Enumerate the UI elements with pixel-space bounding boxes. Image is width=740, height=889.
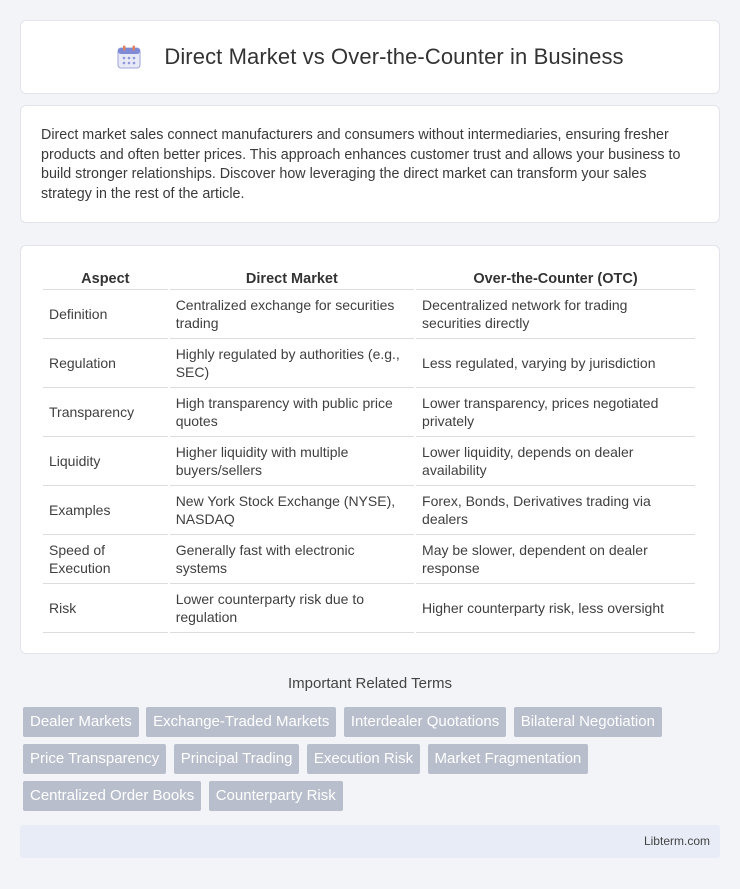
column-header-direct-market: Direct Market	[170, 266, 414, 290]
row-otc: Less regulated, varying by jurisdiction	[416, 339, 695, 388]
footer	[20, 825, 720, 858]
row-otc: Lower liquidity, depends on dealer availability	[416, 437, 695, 486]
tag-dealer-markets[interactable]: Dealer Markets	[23, 707, 139, 737]
row-aspect: Liquidity	[43, 437, 168, 486]
tag-interdealer-quotations[interactable]: Interdealer Quotations	[344, 707, 506, 737]
table-row	[43, 535, 695, 584]
row-otc: Forex, Bonds, Derivatives trading via dealers	[416, 486, 695, 535]
row-aspect: Transparency	[43, 388, 168, 437]
tag-exchange-traded-markets[interactable]: Exchange-Traded Markets	[146, 707, 336, 737]
row-direct-market: Generally fast with electronic systems	[170, 535, 414, 584]
table-row	[43, 486, 695, 535]
row-direct-market: New York Stock Exchange (NYSE), NASDAQ	[170, 486, 414, 535]
row-aspect: Definition	[43, 290, 168, 339]
row-direct-market: Higher liquidity with multiple buyers/sellers	[170, 437, 414, 486]
footer-site-link[interactable]: Libterm.com	[643, 834, 710, 848]
row-direct-market: High transparency with public price quotes	[170, 388, 414, 437]
table-header-row	[43, 266, 695, 290]
table-row	[43, 290, 695, 339]
row-aspect: Speed of Execution	[43, 535, 168, 584]
comparison-card	[20, 245, 720, 654]
table-row	[43, 584, 695, 633]
row-direct-market: Highly regulated by authorities (e.g., SEC)	[170, 339, 414, 388]
tag-market-fragmentation[interactable]: Market Fragmentation	[428, 744, 589, 774]
intro-text: Direct market sales connect manufacturers and consumers without intermediaries, ensuring fresher products and often better prices. This approach enhances customer trust and allows your business to build stronger relationships. Discover how leveraging the direct market can transform your sales strategy in the rest of the article.	[41, 127, 681, 202]
tag-centralized-order-books[interactable]: Centralized Order Books	[23, 781, 201, 811]
comparison-table	[41, 266, 697, 633]
intro-card	[20, 105, 720, 223]
tag-price-transparency[interactable]: Price Transparency	[23, 744, 166, 774]
row-aspect: Regulation	[43, 339, 168, 388]
title-wrap	[116, 44, 623, 70]
tag-counterparty-risk[interactable]: Counterparty Risk	[209, 781, 343, 811]
column-header-aspect: Aspect	[43, 266, 168, 290]
row-direct-market: Centralized exchange for securities trading	[170, 290, 414, 339]
column-header-otc: Over-the-Counter (OTC)	[416, 266, 695, 290]
table-row	[43, 437, 695, 486]
tag-execution-risk[interactable]: Execution Risk	[307, 744, 420, 774]
row-aspect: Risk	[43, 584, 168, 633]
row-aspect: Examples	[43, 486, 168, 535]
calendar-icon	[116, 44, 142, 70]
related-terms-title: Important Related Terms	[288, 675, 452, 692]
table-row	[43, 339, 695, 388]
header-card	[20, 20, 720, 94]
tag-bilateral-negotiation[interactable]: Bilateral Negotiation	[514, 707, 662, 737]
tag-principal-trading[interactable]: Principal Trading	[174, 744, 300, 774]
row-otc: Higher counterparty risk, less oversight	[416, 584, 695, 633]
row-otc: May be slower, dependent on dealer response	[416, 535, 695, 584]
related-terms-tags	[23, 707, 723, 818]
row-otc: Decentralized network for trading securities directly	[416, 290, 695, 339]
page-title: Direct Market vs Over-the-Counter in Business	[164, 44, 624, 69]
table-row	[43, 388, 695, 437]
row-otc: Lower transparency, prices negotiated privately	[416, 388, 695, 437]
row-direct-market: Lower counterparty risk due to regulation	[170, 584, 414, 633]
